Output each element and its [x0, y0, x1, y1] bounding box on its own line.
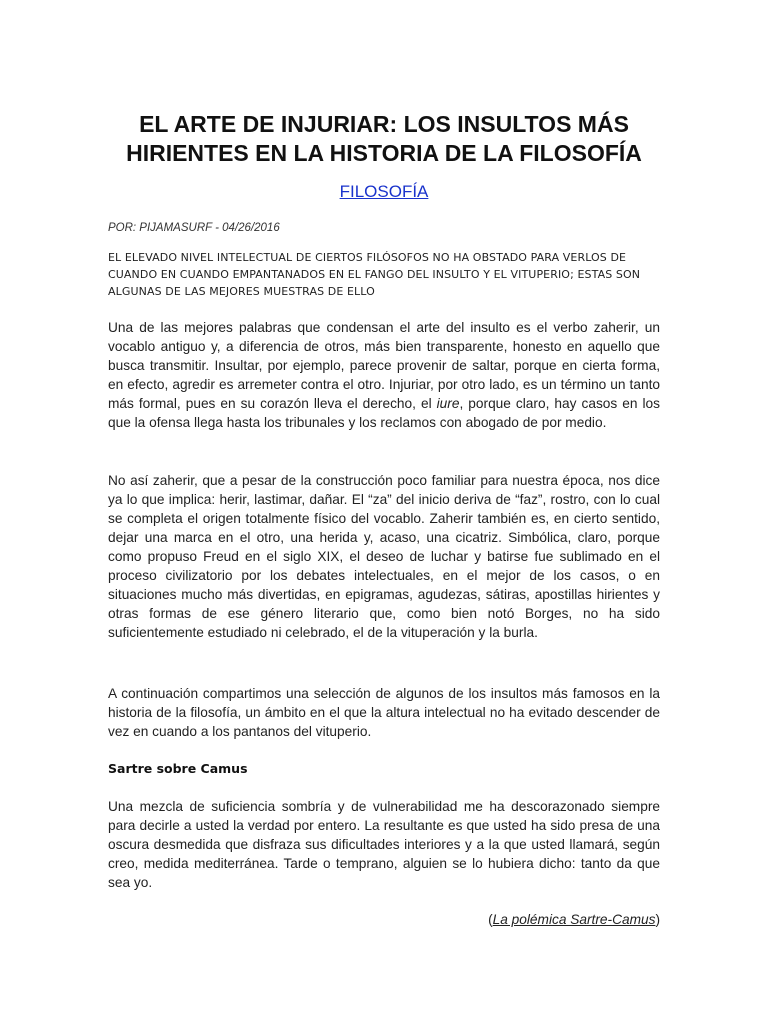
paragraph-2: No así zaherir, que a pesar de la construcción poco familiar para nuestra época, nos dice ya lo que implica: herir, lastimar, dañar. El “za” del inicio deriva de “faz”, rostro, con lo cual se completa el origen totalmente físico del vocablo. Zaherir también es, en cierto sentido, dejar una marca en el otro, una herida y, acaso, una cicatriz. Simbólica, claro, porque como propuso Freud en el siglo XIX, el deseo de luchar y batirse fue sublimado en el proceso civilizatorio por los debates intelectuales, en el mejor de los casos, o en situaciones mucho más divertidas, en epigramas, agudezas, sátiras, apostillas hirientes y otras formas de ese género literario que, como bien notó Borges, no ha sido suficientemente estudiado ni celebrado, el de la vituperación y la burla. [108, 473, 660, 640]
paragraph-1-text-a: Una de las mejores palabras que condensan el arte del insulto es el verbo zaherir, un vocablo antiguo y, a diferencia de otros, más bien transparente, honesto en aquello que busca transmitir. Insultar, por ejemplo, parece provenir de saltar, porque en cierta forma, en efecto, agredir es arremeter contra el otro. Injuriar, por otro lado, es un término un tanto más formal, pues en su corazón lleva el derecho, el [108, 320, 660, 411]
category-link[interactable]: FILOSOFÍA [339, 182, 429, 201]
citation-open: ( [488, 912, 493, 927]
category-link-container [108, 181, 660, 203]
paragraph-1-italic: iure [436, 396, 460, 411]
paragraph-3: A continuación compartimos una selección de algunos de los insultos más famosos en la historia de la filosofía, un ámbito en el que la altura intelectual no ha evitado descender de vez en cuando a los pantanos del vituperio. [108, 686, 660, 739]
article-title [108, 110, 660, 168]
lead-summary: EL ELEVADO NIVEL INTELECTUAL DE CIERTOS FILÓSOFOS NO HA OBSTADO PARA VERLOS DE CUANDO EN CUANDO EMPANTANADOS EN EL FANGO DEL INSULTO Y EL VITUPERIO; ESTAS SON ALGUNAS DE LAS MEJORES MUESTRAS DE ELLO [108, 251, 641, 298]
paragraph-1 [108, 318, 660, 432]
title-line-1: EL ARTE DE INJURIAR: LOS INSULTOS MÁS [139, 111, 629, 137]
byline: POR: PIJAMASURF - 04/26/2016 [108, 222, 280, 234]
title-line-2: HIRIENTES EN LA HISTORIA DE LA FILOSOFÍA [126, 140, 642, 166]
citation-close: ) [655, 912, 660, 927]
citation [108, 910, 660, 929]
section-heading: Sartre sobre Camus [108, 761, 248, 776]
paragraph-1-text-b: , porque claro, hay casos en los que la ofensa llega hasta los tribunales y los reclamos con abogado de por medio. [108, 396, 661, 430]
citation-link[interactable]: La polémica Sartre-Camus [492, 912, 656, 927]
quote-paragraph: Una mezcla de suficiencia sombría y de vulnerabilidad me ha descorazonado siempre para decirle a usted la verdad por entero. La resultante es que usted ha sido presa de una oscura desmedida que disfraza sus dificultades interiores y a la que usted llamará, según creo, medida mediterránea. Tarde o temprano, alguien se lo hubiera dicho: tanto da que sea yo. [108, 799, 660, 890]
